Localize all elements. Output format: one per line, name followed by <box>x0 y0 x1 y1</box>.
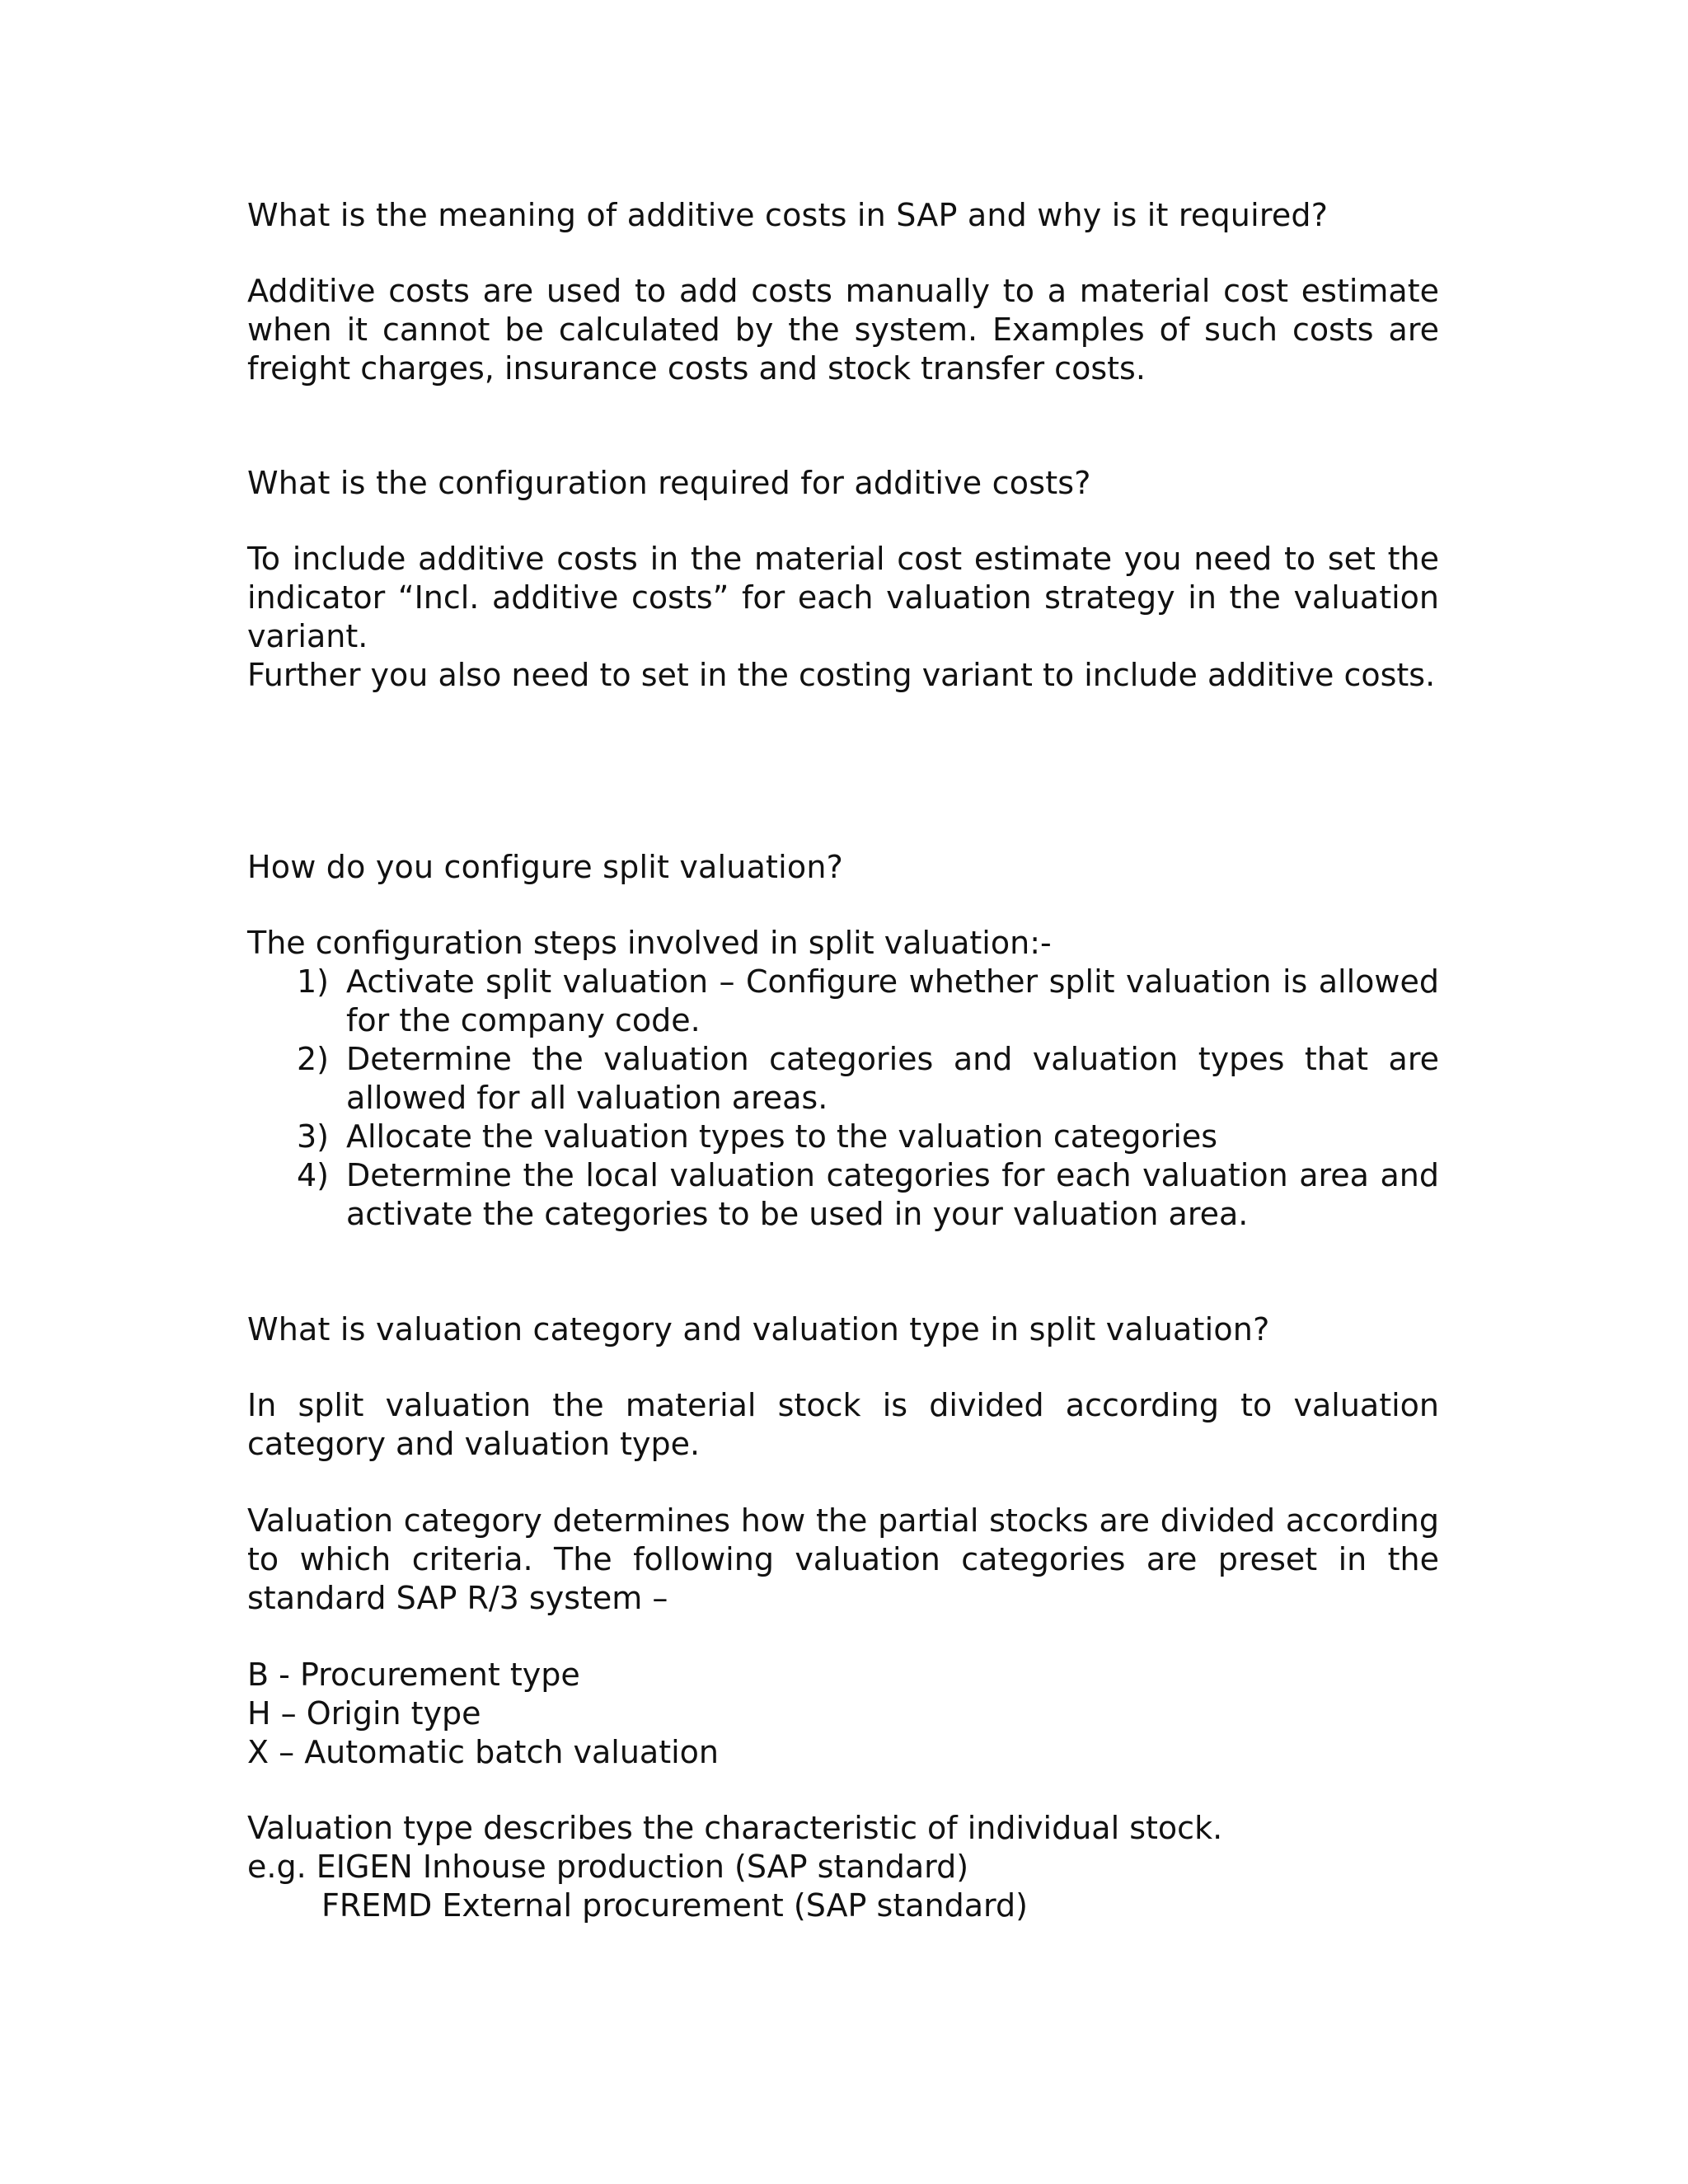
list-item <box>247 1156 1439 1234</box>
list-item <box>247 1040 1439 1118</box>
answer-additive-costs-config-2: Further you also need to set in the costing variant to include additive costs. <box>247 657 1436 693</box>
list-item-text: Determine the valuation categories and valuation types that are allowed for all valuation areas. <box>346 1041 1439 1116</box>
answer-additive-costs-meaning: Additive costs are used to add costs manually to a material cost estimate when it cannot be calculated by the system. Examples of such costs are freight charges, insurance costs and stock transfer costs. <box>247 273 1439 387</box>
answer-valuation-category-type-2: Valuation category determines how the partial stocks are divided according to which criteria. The following valuation categories are preset in the standard SAP R/3 system – <box>247 1502 1439 1616</box>
list-item-number: 2) <box>297 1041 330 1077</box>
answer-valuation-category-type-1: In split valuation the material stock is divided according to valuation category and valuation type. <box>247 1387 1439 1462</box>
question-split-valuation-config: How do you configure split valuation? <box>247 849 844 885</box>
valuation-type-example-1: e.g. EIGEN Inhouse production (SAP standard) <box>247 1849 969 1885</box>
list-item <box>247 1118 1439 1156</box>
list-item-number: 3) <box>297 1118 330 1155</box>
list-item-number: 1) <box>297 963 330 1000</box>
question-additive-costs-meaning: What is the meaning of additive costs in SAP and why is it required? <box>247 197 1329 233</box>
answer-additive-costs-config-1: To include additive costs in the material cost estimate you need to set the indicator “Incl. additive costs” for each valuation strategy in the valuation variant. <box>247 541 1439 654</box>
list-item-text: Activate split valuation – Configure whether split valuation is allowed for the company code. <box>346 963 1439 1038</box>
category-item: B - Procurement type <box>247 1657 580 1693</box>
question-additive-costs-config: What is the configuration required for additive costs? <box>247 465 1091 501</box>
list-item-number: 4) <box>297 1157 330 1193</box>
list-item-text: Determine the local valuation categories for each valuation area and activate the categories to be used in your valuation area. <box>346 1157 1439 1232</box>
category-item: X – Automatic batch valuation <box>247 1734 720 1770</box>
list-item-text: Allocate the valuation types to the valuation categories <box>346 1118 1218 1155</box>
split-valuation-steps-list <box>247 963 1439 1234</box>
valuation-type-example-2: FREMD External procurement (SAP standard) <box>321 1887 1028 1924</box>
split-valuation-intro: The configuration steps involved in split valuation:- <box>247 925 1052 961</box>
valuation-type-description: Valuation type describes the characteristic of individual stock. <box>247 1810 1223 1846</box>
category-item: H – Origin type <box>247 1695 481 1732</box>
list-item <box>247 963 1439 1040</box>
question-valuation-category-type: What is valuation category and valuation type in split valuation? <box>247 1311 1270 1347</box>
